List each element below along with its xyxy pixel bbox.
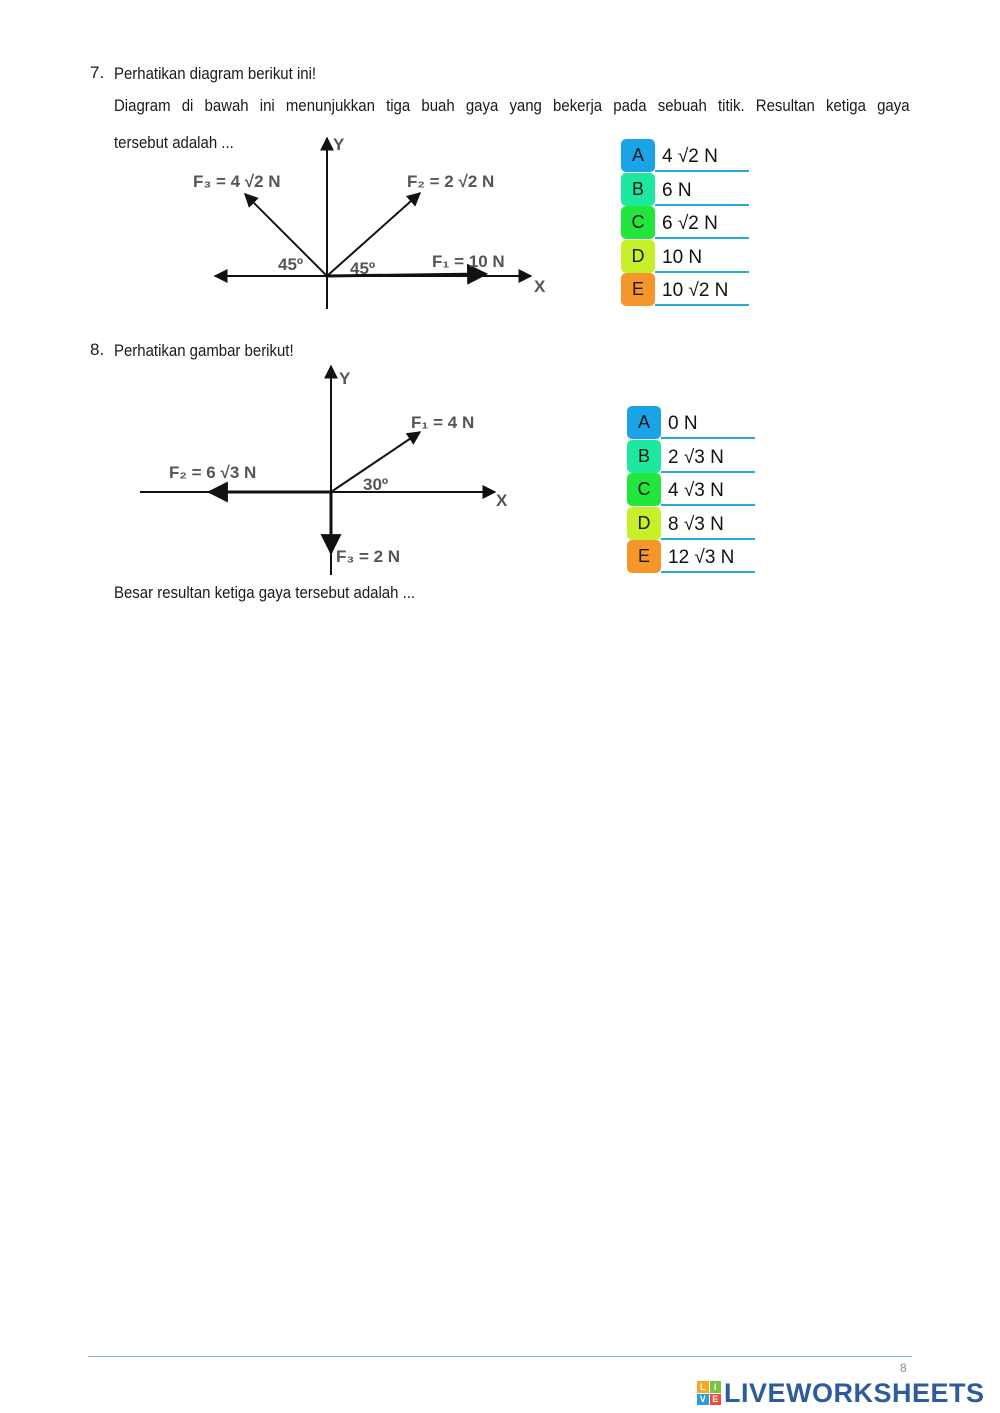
q8-f1-label: F₁ = 4 N — [411, 413, 475, 432]
q8-option-d-text[interactable]: 8 √3 N — [661, 508, 755, 540]
q7-option-a-badge[interactable]: A — [621, 139, 655, 172]
q8-number: 8. — [90, 340, 105, 359]
liveworksheets-logo[interactable] — [697, 1376, 985, 1410]
q8-option-b-badge[interactable]: B — [627, 440, 661, 473]
q7-option-b-badge[interactable]: B — [621, 173, 655, 206]
liveworksheets-logo-icon: L I V E — [697, 1381, 721, 1405]
q7-paragraph-end: tersebut adalah ... — [114, 133, 234, 152]
q8-option-e-text[interactable]: 12 √3 N — [661, 541, 755, 573]
q8-title: Perhatikan gambar berikut! — [114, 341, 294, 360]
q8-question: Besar resultan ketiga gaya tersebut adalah ... — [114, 583, 416, 602]
q7-option-b-text[interactable]: 6 N — [655, 174, 749, 206]
q7-f2-label: F₂ = 2 √2 N — [407, 172, 495, 191]
q7-option-c-badge[interactable]: C — [621, 206, 655, 239]
page-number: 8 — [900, 1361, 907, 1375]
q7-angle-left: 45º — [278, 255, 304, 274]
q7-diagram — [193, 135, 546, 309]
q8-option-b-text[interactable]: 2 √3 N — [661, 441, 755, 473]
q8-y-label: Y — [339, 369, 351, 388]
q8-angle: 30º — [363, 475, 389, 494]
q8-option-e-badge[interactable]: E — [627, 540, 661, 573]
q7-number: 7. — [90, 63, 105, 82]
q8-option-a-text[interactable]: 0 N — [661, 407, 755, 439]
q7-text: Diagram di bawah ini menunjukkan tiga buah gaya yang bekerja pada sebuah titik. Resultan ketiga gaya — [114, 96, 910, 115]
q8-diagram — [140, 366, 508, 575]
q8-option-a-badge[interactable]: A — [627, 406, 661, 439]
q7-option-a-text[interactable]: 4 √2 N — [655, 140, 749, 172]
q7-force-diagram — [0, 0, 1000, 620]
q8-f3-label: F₃ = 2 N — [336, 547, 401, 566]
q7-f1-label: F₁ = 10 N — [432, 252, 505, 271]
q8-f2-label: F₂ = 6 √3 N — [169, 463, 257, 482]
q7-angle-right: 45º — [350, 259, 376, 278]
q7-y-label: Y — [333, 135, 345, 154]
q7-f3-label: F₃ = 4 √2 N — [193, 172, 281, 191]
q7-option-e-text[interactable]: 10 √2 N — [655, 274, 749, 306]
q8-option-d-badge[interactable]: D — [627, 507, 661, 540]
q8-x-label: X — [496, 491, 508, 510]
q7-option-d-badge[interactable]: D — [621, 240, 655, 273]
q7-option-e-badge[interactable]: E — [621, 273, 655, 306]
liveworksheets-logo-text: LIVEWORKSHEETS — [724, 1377, 985, 1408]
q7-x-label: X — [534, 277, 546, 296]
footer-divider — [88, 1356, 912, 1357]
q7-option-d-text[interactable]: 10 N — [655, 241, 749, 273]
q8-option-c-text[interactable]: 4 √3 N — [661, 474, 755, 506]
q7-title: Perhatikan diagram berikut ini! — [114, 64, 317, 83]
q7-option-c-text[interactable]: 6 √2 N — [655, 207, 749, 239]
q8-option-c-badge[interactable]: C — [627, 473, 661, 506]
